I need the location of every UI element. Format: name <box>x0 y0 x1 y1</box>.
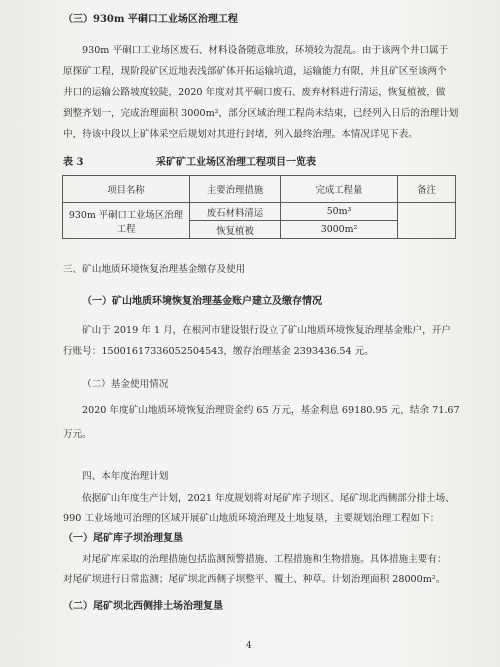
amount-cell: 3000m² <box>281 221 398 239</box>
paragraph-line: 矿山于 2019 年 1 月，在根河市建设银行设立了矿山地质环境恢复治理基金账户，开户 <box>82 325 451 336</box>
paragraph-line: 万元。 <box>63 429 92 440</box>
section-heading: （三）930m 平硐口工业场区治理工程 <box>63 14 238 25</box>
table-header-row <box>63 176 456 203</box>
paragraph-line: 930m 平硐口工业场区废石、材料设备随意堆放，环境较为混乱。由于该两个井口属于 <box>82 45 449 56</box>
subsection-heading: （二）基金使用情况 <box>82 379 169 390</box>
paragraph-line: 对尾矿坝进行日常监测；尾矿坝北西侧子坝整平、覆土、种草。计划治理面积 28000m²。 <box>63 574 446 585</box>
measure-cell: 恢复植被 <box>190 221 281 239</box>
paragraph-line: 990 工业场地可治理的区域开展矿山地质环境治理及土地复垦，主要规划治理工程如下： <box>63 513 440 524</box>
column-header: 备注 <box>398 176 456 203</box>
section-heading: 四、本年度治理计划 <box>82 471 169 482</box>
table-title: 采矿矿工业场区治理工程项目一览表 <box>156 157 316 168</box>
paragraph-line: 依据矿山年度生产计划，2021 年度规划将对尾矿库子坝区、尾矿坝北西侧部分排土场、 <box>82 493 455 504</box>
paragraph-line: 中，待该中段以上矿体采空后规划对其进行封堵，列入最终治理。本情况详见下表。 <box>63 129 418 140</box>
paragraph-line: 行账号：15001617336052504543，缴存治理基金 2393436.54 元。 <box>63 346 374 357</box>
column-header: 完成工程量 <box>281 176 398 203</box>
remark-cell <box>398 203 456 239</box>
table-number: 表 3 <box>63 157 84 168</box>
paragraph-line: 井口的运输公路坡度较陡，2020 年度对其平硐口废石、废弃材料进行清运，恢复植被，做 <box>63 87 446 98</box>
page-number: 4 <box>246 641 252 651</box>
column-header: 主要治理措施 <box>190 176 281 203</box>
paragraph-line: 2020 年度矿山地质环境恢复治理资金约 65 万元，基金利息 69180.95 元，结余 71.67 <box>82 405 460 416</box>
measure-cell: 废石材料清运 <box>190 203 281 221</box>
amount-cell: 50m³ <box>281 203 398 221</box>
section-heading: 三、矿山地质环境恢复治理基金缴存及使用 <box>63 264 246 275</box>
column-header: 项目名称 <box>63 176 190 203</box>
project-name-cell: 930m 平硐口工业场区治理工程 <box>63 203 190 239</box>
subsection-heading: （一）矿山地质环境恢复治理基金账户建立及缴存情况 <box>82 296 322 307</box>
subsection-heading: （二）尾矿坝北西侧排土场治理复垦 <box>63 601 223 612</box>
governance-table <box>62 175 456 239</box>
paragraph-line: 到整齐划一，完成治理面积 3000m²，部分区域治理工程尚未结束，已经列入日后的治理计划 <box>63 108 459 119</box>
paragraph-line: 原探矿工程，现阶段矿区近地表浅部矿体开拓运输坑道，运输能力有限，并且矿区至该两个 <box>63 66 447 77</box>
paragraph-line: 对尾矿库采取的治理措施包括监测预警措施、工程措施和生物措施。具体措施主要有： <box>82 554 447 565</box>
subsection-heading: （一）尾矿库子坝治理复垦 <box>63 533 183 544</box>
table-row <box>63 203 456 221</box>
